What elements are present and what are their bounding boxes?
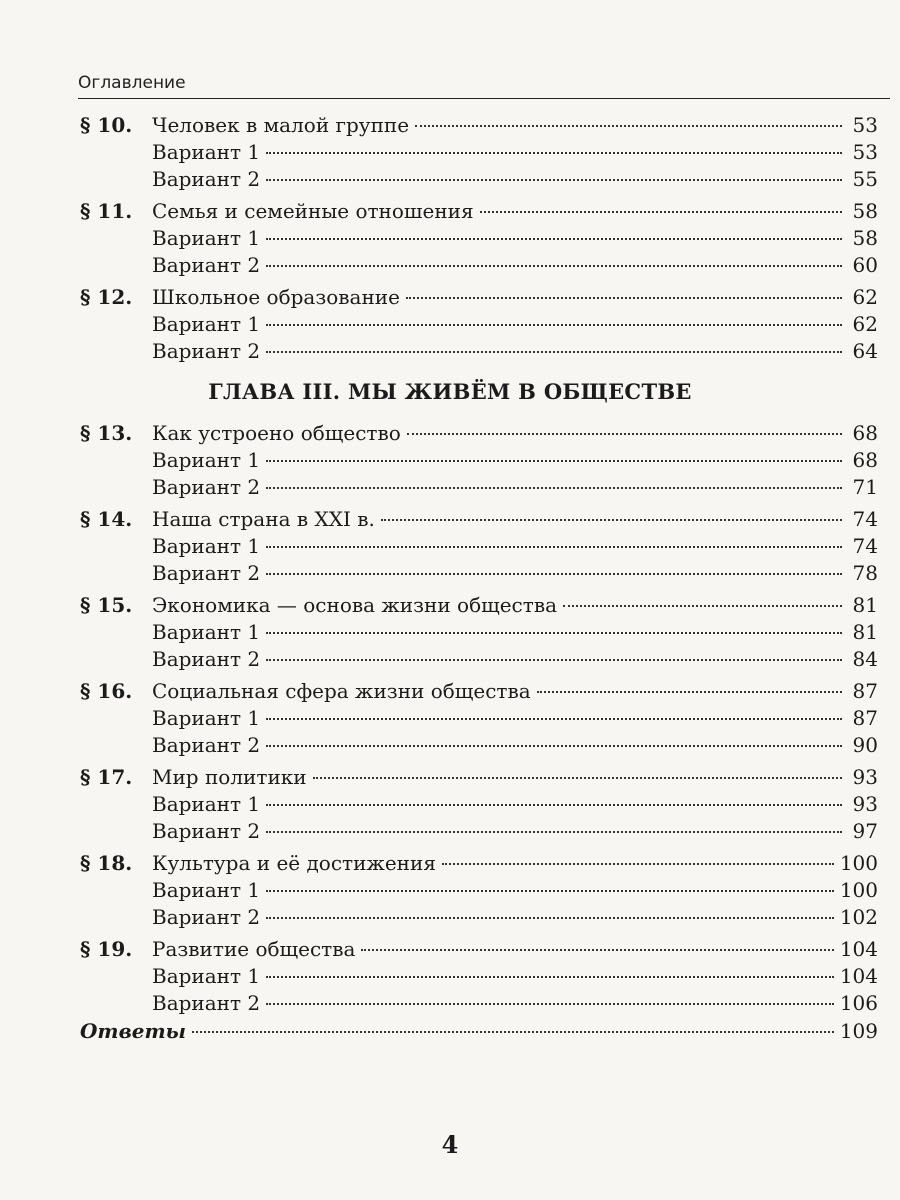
toc-section-row <box>80 764 878 790</box>
toc-variant-row <box>152 732 878 758</box>
toc-variant-row <box>152 225 878 251</box>
dot-leader <box>313 777 842 779</box>
section-number: § 13. <box>80 421 133 445</box>
answers-title: Ответы <box>80 1019 186 1043</box>
chapter-heading: ГЛАВА III. МЫ ЖИВЁМ В ОБЩЕСТВЕ <box>208 379 692 404</box>
toc-section-row <box>80 112 878 138</box>
section-title: Социальная сфера жизни общества <box>152 679 531 703</box>
section-page: 104 <box>839 937 878 961</box>
dot-leader <box>266 546 842 548</box>
toc-section-row <box>80 420 878 446</box>
variant-page: 81 <box>852 620 878 644</box>
section-page: 87 <box>852 679 878 703</box>
section-title: Развитие общества <box>152 937 356 961</box>
page-number: 4 <box>441 1130 459 1159</box>
variant-page: 64 <box>852 339 878 363</box>
section-page: 68 <box>852 421 878 445</box>
toc-section-row <box>80 592 878 618</box>
dot-leader <box>415 125 842 127</box>
dot-leader <box>266 487 842 489</box>
section-number: § 10. <box>80 113 133 137</box>
variant-page: 60 <box>852 253 878 277</box>
section-number: § 15. <box>80 593 133 617</box>
variant-page: 104 <box>839 964 878 988</box>
toc-variant-row <box>152 447 878 473</box>
dot-leader <box>266 745 842 747</box>
variant-label: Вариант 2 <box>152 561 261 585</box>
toc-variant-row <box>152 904 878 930</box>
section-number: § 14. <box>80 507 133 531</box>
section-page: 58 <box>852 199 878 223</box>
variant-label: Вариант 1 <box>152 620 261 644</box>
section-number: § 12. <box>80 285 133 309</box>
toc-variant-row <box>152 818 878 844</box>
variant-label: Вариант 1 <box>152 312 261 336</box>
variant-label: Вариант 2 <box>152 991 261 1015</box>
section-number: § 18. <box>80 851 133 875</box>
variant-page: 93 <box>852 792 878 816</box>
toc-section-row <box>80 284 878 310</box>
header-title: Оглавление <box>78 73 186 93</box>
dot-leader <box>266 460 842 462</box>
variant-page: 106 <box>839 991 878 1015</box>
variant-label: Вариант 1 <box>152 878 261 902</box>
toc-variant-row <box>152 338 878 364</box>
section-page: 74 <box>852 507 878 531</box>
toc-variant-row <box>152 474 878 500</box>
dot-leader <box>266 1003 834 1005</box>
section-title: Наша страна в XXI в. <box>152 507 375 531</box>
variant-label: Вариант 2 <box>152 819 261 843</box>
dot-leader <box>266 265 842 267</box>
section-page: 100 <box>839 851 878 875</box>
variant-page: 97 <box>852 819 878 843</box>
running-header <box>78 72 890 99</box>
section-page: 93 <box>852 765 878 789</box>
section-page: 81 <box>852 593 878 617</box>
variant-label: Вариант 1 <box>152 226 261 250</box>
dot-leader <box>537 691 842 693</box>
toc-section-row <box>80 850 878 876</box>
dot-leader <box>266 890 834 892</box>
variant-label: Вариант 2 <box>152 475 261 499</box>
dot-leader <box>266 351 842 353</box>
toc-variant-row <box>152 646 878 672</box>
variant-label: Вариант 2 <box>152 339 261 363</box>
variant-label: Вариант 1 <box>152 140 261 164</box>
toc-variant-row <box>152 619 878 645</box>
section-title: Семья и семейные отношения <box>152 199 474 223</box>
toc-variant-row <box>152 533 878 559</box>
variant-label: Вариант 2 <box>152 253 261 277</box>
dot-leader <box>563 605 842 607</box>
variant-page: 62 <box>852 312 878 336</box>
section-title: Культура и её достижения <box>152 851 436 875</box>
toc-answers-row <box>80 1018 878 1044</box>
variant-label: Вариант 2 <box>152 647 261 671</box>
section-title: Школьное образование <box>152 285 400 309</box>
toc-variant-row <box>152 791 878 817</box>
variant-page: 102 <box>839 905 878 929</box>
dot-leader <box>266 324 842 326</box>
toc-section-row <box>80 198 878 224</box>
variant-page: 100 <box>839 878 878 902</box>
toc-variant-row <box>152 705 878 731</box>
variant-page: 55 <box>852 167 878 191</box>
dot-leader <box>266 179 842 181</box>
toc-variant-row <box>152 990 878 1016</box>
dot-leader <box>480 211 842 213</box>
dot-leader <box>442 863 834 865</box>
variant-page: 58 <box>852 226 878 250</box>
dot-leader <box>266 804 842 806</box>
variant-label: Вариант 2 <box>152 733 261 757</box>
dot-leader <box>266 718 842 720</box>
section-title: Мир политики <box>152 765 307 789</box>
dot-leader <box>266 152 842 154</box>
variant-label: Вариант 1 <box>152 534 261 558</box>
variant-label: Вариант 1 <box>152 792 261 816</box>
dot-leader <box>381 519 842 521</box>
variant-page: 68 <box>852 448 878 472</box>
variant-label: Вариант 2 <box>152 905 261 929</box>
toc-variant-row <box>152 139 878 165</box>
variant-page: 90 <box>852 733 878 757</box>
variant-label: Вариант 1 <box>152 964 261 988</box>
dot-leader <box>266 831 842 833</box>
dot-leader <box>266 632 842 634</box>
toc-section-row <box>80 936 878 962</box>
toc-variant-row <box>152 166 878 192</box>
section-page: 53 <box>852 113 878 137</box>
toc-section-row <box>80 678 878 704</box>
dot-leader <box>192 1031 834 1033</box>
section-page: 62 <box>852 285 878 309</box>
variant-page: 71 <box>852 475 878 499</box>
toc-section-row <box>80 506 878 532</box>
toc-variant-row <box>152 877 878 903</box>
variant-page: 84 <box>852 647 878 671</box>
variant-page: 78 <box>852 561 878 585</box>
variant-page: 74 <box>852 534 878 558</box>
variant-page: 53 <box>852 140 878 164</box>
dot-leader <box>266 573 842 575</box>
dot-leader <box>406 297 842 299</box>
variant-label: Вариант 1 <box>152 706 261 730</box>
variant-label: Вариант 1 <box>152 448 261 472</box>
answers-page: 109 <box>839 1019 878 1043</box>
variant-page: 87 <box>852 706 878 730</box>
toc-variant-row <box>152 560 878 586</box>
dot-leader <box>266 976 834 978</box>
dot-leader <box>266 238 842 240</box>
section-title: Человек в малой группе <box>152 113 410 137</box>
variant-label: Вариант 2 <box>152 167 261 191</box>
section-title: Экономика — основа жизни общества <box>152 593 558 617</box>
dot-leader <box>361 949 833 951</box>
dot-leader <box>266 659 842 661</box>
section-number: § 17. <box>80 765 133 789</box>
section-number: § 16. <box>80 679 133 703</box>
section-number: § 19. <box>80 937 133 961</box>
toc-variant-row <box>152 963 878 989</box>
toc-variant-row <box>152 252 878 278</box>
toc-variant-row <box>152 311 878 337</box>
dot-leader <box>266 917 834 919</box>
section-number: § 11. <box>80 199 133 223</box>
section-title: Как устроено общество <box>152 421 401 445</box>
dot-leader <box>407 433 842 435</box>
